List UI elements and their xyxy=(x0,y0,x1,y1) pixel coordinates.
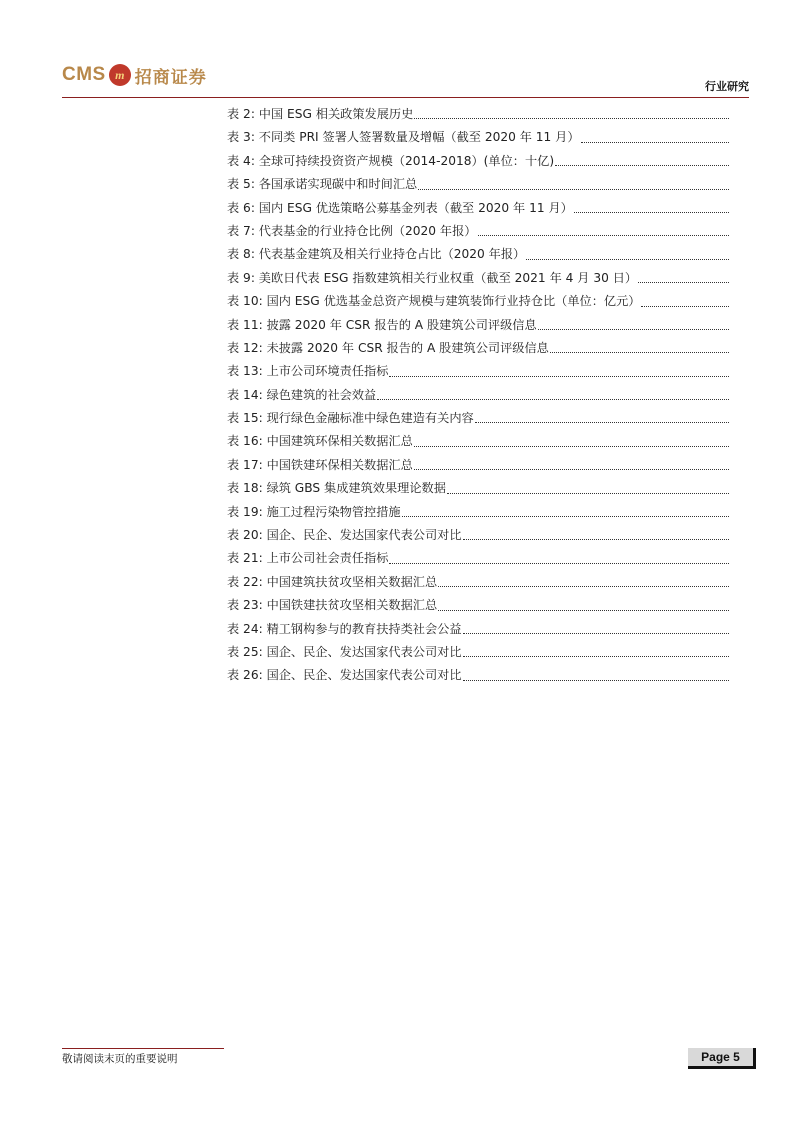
toc-entry[interactable] xyxy=(227,547,729,570)
toc-dot-leader xyxy=(414,469,729,470)
toc-dot-leader xyxy=(641,306,729,307)
toc-dot-leader xyxy=(463,633,729,634)
toc-entry-label: 表 8: xyxy=(227,247,255,262)
toc-entry-title: 全球可持续投资资产规模（2014-2018）(单位：十亿) xyxy=(258,153,555,168)
toc-entry-label: 表 13: xyxy=(227,364,263,379)
toc-entry-title: 各国承诺实现碳中和时间汇总 xyxy=(258,177,418,192)
toc-entry-label: 表 7: xyxy=(227,223,255,238)
toc-entry-title: 中国 ESG 相关政策发展历史 xyxy=(258,107,414,121)
toc-entry-label: 表 6: xyxy=(227,200,255,215)
toc-entry-title: 国企、民企、发达国家代表公司对比 xyxy=(266,668,462,683)
toc-entry[interactable] xyxy=(227,501,729,524)
toc-entry-label: 表 24: xyxy=(227,621,263,636)
toc-entry-title: 现行绿色金融标准中绿色建造有关内容 xyxy=(266,411,474,426)
toc-dot-leader xyxy=(447,493,729,494)
toc-dot-leader xyxy=(377,399,729,400)
logo-company-name: 招商证券 xyxy=(134,67,207,88)
toc-entry-label: 表 14: xyxy=(227,387,263,402)
toc-entry-label: 表 19: xyxy=(227,504,263,519)
toc-entry-title: 不同类 PRI 签署人签署数量及增幅（截至 2020 年 11 月） xyxy=(258,130,580,145)
toc-entry[interactable] xyxy=(227,103,729,126)
toc-dot-leader xyxy=(402,516,729,517)
toc-dot-leader xyxy=(463,680,729,681)
toc-dot-leader xyxy=(550,352,729,353)
toc-dot-leader xyxy=(555,165,729,166)
toc-entry[interactable] xyxy=(227,664,729,687)
toc-entry[interactable] xyxy=(227,454,729,477)
toc-entry-title: 绿筑 GBS 集成建筑效果理论数据 xyxy=(266,481,446,496)
toc-dot-leader xyxy=(574,212,729,213)
toc-entry-title: 美欧日代表 ESG 指数建筑相关行业权重（截至 2021 年 4 月 30 日） xyxy=(258,270,638,285)
toc-dot-leader xyxy=(418,189,729,190)
toc-entry[interactable] xyxy=(227,524,729,547)
toc-dot-leader xyxy=(463,656,729,657)
toc-entry[interactable] xyxy=(227,430,729,453)
toc-dot-leader xyxy=(414,446,729,447)
toc-entry[interactable] xyxy=(227,360,729,383)
toc-entry[interactable] xyxy=(227,173,729,196)
toc-entry[interactable] xyxy=(227,220,729,243)
toc-entry[interactable] xyxy=(227,243,729,266)
toc-entry-label: 表 12: xyxy=(227,340,263,355)
toc-entry-label: 表 4: xyxy=(227,153,255,168)
toc-entry-label: 表 18: xyxy=(227,481,263,496)
toc-dot-leader xyxy=(478,235,730,236)
toc-dot-leader xyxy=(581,142,729,143)
toc-entry-title: 披露 2020 年 CSR 报告的 A 股建筑公司评级信息 xyxy=(266,317,537,332)
toc-entry-label: 表 15: xyxy=(227,411,263,426)
logo-emblem-icon: m xyxy=(109,64,131,86)
toc-entry[interactable] xyxy=(227,384,729,407)
toc-entry-title: 代表基金建筑及相关行业持仓占比（2020 年报） xyxy=(258,247,526,262)
toc-dot-leader xyxy=(638,282,729,283)
toc-entry-title: 中国建筑环保相关数据汇总 xyxy=(266,434,413,449)
toc-entry[interactable] xyxy=(227,618,729,641)
toc-entry-label: 表 26: xyxy=(227,668,263,683)
toc-dot-leader xyxy=(389,563,729,564)
toc-dot-leader xyxy=(475,422,729,423)
toc-entry-label: 表 10: xyxy=(227,294,263,309)
toc-entry[interactable] xyxy=(227,407,729,430)
toc-entry-label: 表 23: xyxy=(227,598,263,613)
toc-dot-leader xyxy=(414,118,729,119)
toc-entry-label: 表 17: xyxy=(227,457,263,472)
toc-entry[interactable] xyxy=(227,594,729,617)
toc-dot-leader xyxy=(463,539,729,540)
toc-entry[interactable] xyxy=(227,267,729,290)
toc-entry-label: 表 5: xyxy=(227,177,255,192)
toc-dot-leader xyxy=(538,329,729,330)
toc-entry-title: 中国铁建环保相关数据汇总 xyxy=(266,457,413,472)
toc-entry[interactable] xyxy=(227,571,729,594)
logo-cms-text: CMS xyxy=(62,64,106,85)
footer-divider xyxy=(62,1048,224,1049)
toc-entry-title: 代表基金的行业持仓比例（2020 年报） xyxy=(258,223,477,238)
toc-entry[interactable] xyxy=(227,337,729,360)
header-divider xyxy=(62,97,749,98)
disclaimer-note: 敬请阅读末页的重要说明 xyxy=(62,1053,178,1065)
toc-entry[interactable] xyxy=(227,290,729,313)
toc-entry[interactable] xyxy=(227,477,729,500)
toc-dot-leader xyxy=(438,586,729,587)
toc-entry-title: 精工钢构参与的教育扶持类社会公益 xyxy=(266,621,462,636)
section-label: 行业研究 xyxy=(705,80,749,93)
toc-entry[interactable] xyxy=(227,126,729,149)
toc-dot-leader xyxy=(526,259,729,260)
toc-entry-title: 绿色建筑的社会效益 xyxy=(266,387,377,402)
toc-entry-title: 中国铁建扶贫攻坚相关数据汇总 xyxy=(266,598,438,613)
toc-entry-label: 表 20: xyxy=(227,528,263,543)
toc-entry-title: 国企、民企、发达国家代表公司对比 xyxy=(266,644,462,659)
toc-entry-title: 国企、民企、发达国家代表公司对比 xyxy=(266,528,462,543)
toc-entry-title: 上市公司环境责任指标 xyxy=(266,364,389,379)
page-number: Page 5 xyxy=(688,1048,756,1069)
toc-entry-label: 表 16: xyxy=(227,434,263,449)
toc-dot-leader xyxy=(438,610,729,611)
toc-entry[interactable] xyxy=(227,641,729,664)
toc-entry-title: 国内 ESG 优选基金总资产规模与建筑装饰行业持仓比（单位：亿元） xyxy=(266,294,641,309)
toc-entry-label: 表 22: xyxy=(227,574,263,589)
toc-dot-leader xyxy=(389,376,729,377)
toc-entry-label: 表 9: xyxy=(227,270,255,285)
table-of-contents xyxy=(227,103,729,688)
toc-entry-title: 未披露 2020 年 CSR 报告的 A 股建筑公司评级信息 xyxy=(266,340,549,355)
toc-entry[interactable] xyxy=(227,197,729,220)
toc-entry[interactable] xyxy=(227,314,729,337)
toc-entry-title: 上市公司社会责任指标 xyxy=(266,551,389,566)
toc-entry-label: 表 2: xyxy=(227,107,255,121)
toc-entry-label: 表 3: xyxy=(227,130,255,145)
toc-entry-title: 中国建筑扶贫攻坚相关数据汇总 xyxy=(266,574,438,589)
toc-entry-title: 施工过程污染物管控措施 xyxy=(266,504,401,519)
toc-entry-label: 表 25: xyxy=(227,644,263,659)
toc-entry-label: 表 11: xyxy=(227,317,263,332)
brand-logo xyxy=(62,60,207,90)
toc-entry-label: 表 21: xyxy=(227,551,263,566)
toc-entry[interactable] xyxy=(227,150,729,173)
toc-entry-title: 国内 ESG 优选策略公募基金列表（截至 2020 年 11 月） xyxy=(258,200,573,215)
